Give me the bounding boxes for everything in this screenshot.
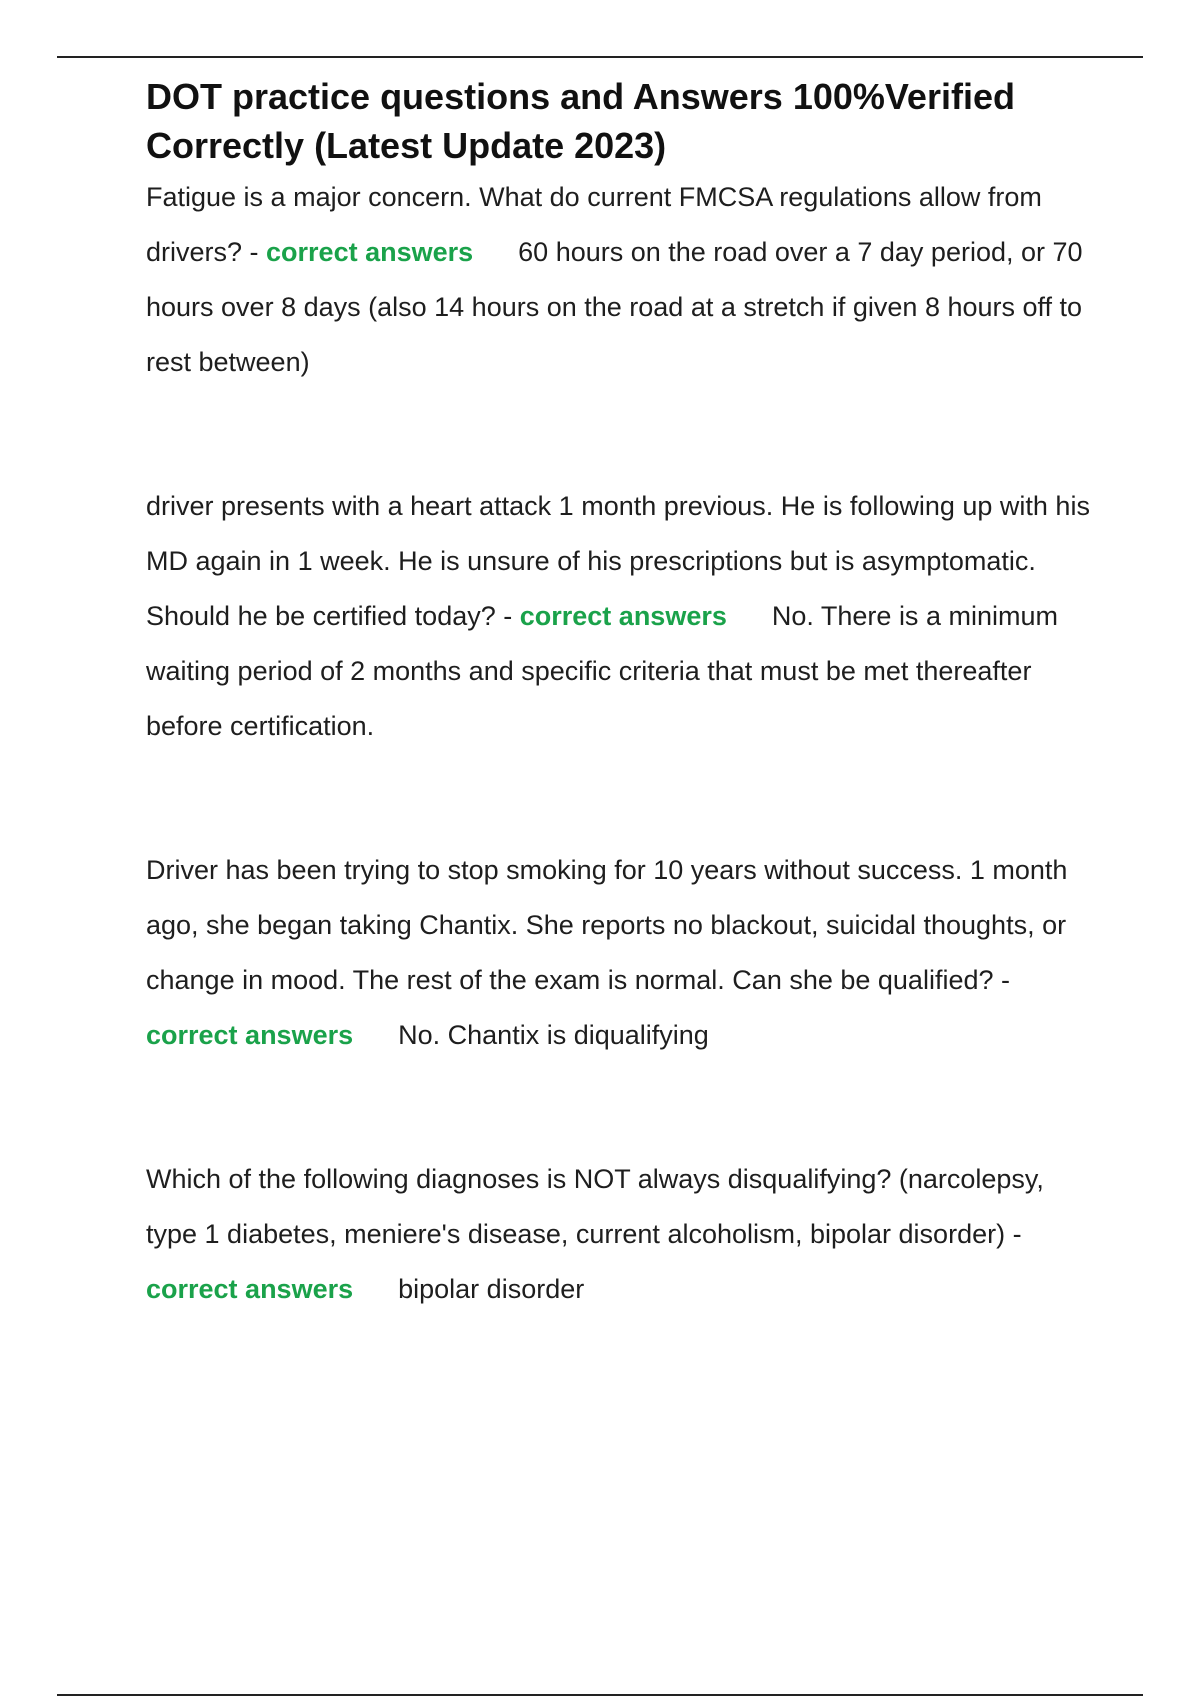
top-divider	[57, 56, 1143, 58]
qa-item	[146, 170, 1096, 390]
document-title: DOT practice questions and Answers 100%Verified Correctly (Latest Update 2023)	[146, 76, 1015, 166]
answer-text: bipolar disorder	[398, 1274, 585, 1304]
answer-label: correct answers	[519, 601, 727, 631]
answer-label: correct answers	[146, 1274, 354, 1304]
answer-text: No. There is a minimum waiting period of 2 months and specific criteria that must be met thereafter before certification.	[146, 601, 1058, 741]
answer-text: 60 hours on the road over a 7 day period, or 70 hours over 8 days (also 14 hours on the road at a stretch if given 8 hours off to rest between)	[146, 237, 1083, 377]
answer-text: No. Chantix is diqualifying	[398, 1020, 709, 1050]
question-text: Fatigue is a major concern. What do current FMCSA regulations allow from drivers? -	[146, 182, 1042, 267]
qa-item	[146, 479, 1096, 754]
document-body	[146, 72, 1096, 1317]
answer-label: correct answers	[146, 1020, 354, 1050]
question-text: Driver has been trying to stop smoking for 10 years without success. 1 month ago, she began taking Chantix. She reports no blackout, suicidal thoughts, or change in mood. The rest of the exam is normal. Can she be qualified? -	[146, 855, 1068, 995]
qa-item	[146, 843, 1096, 1063]
answer-label: correct answers	[266, 237, 474, 267]
question-text: Which of the following diagnoses is NOT always disqualifying? (narcolepsy, type 1 diabetes, meniere's disease, current alcoholism, bipolar disorder) -	[146, 1164, 1044, 1249]
bottom-divider	[57, 1694, 1143, 1696]
qa-item	[146, 1152, 1096, 1317]
question-text: driver presents with a heart attack 1 month previous. He is following up with his MD again in 1 week. He is unsure of his prescriptions but is asymptomatic. Should he be certified today? -	[146, 491, 1090, 631]
